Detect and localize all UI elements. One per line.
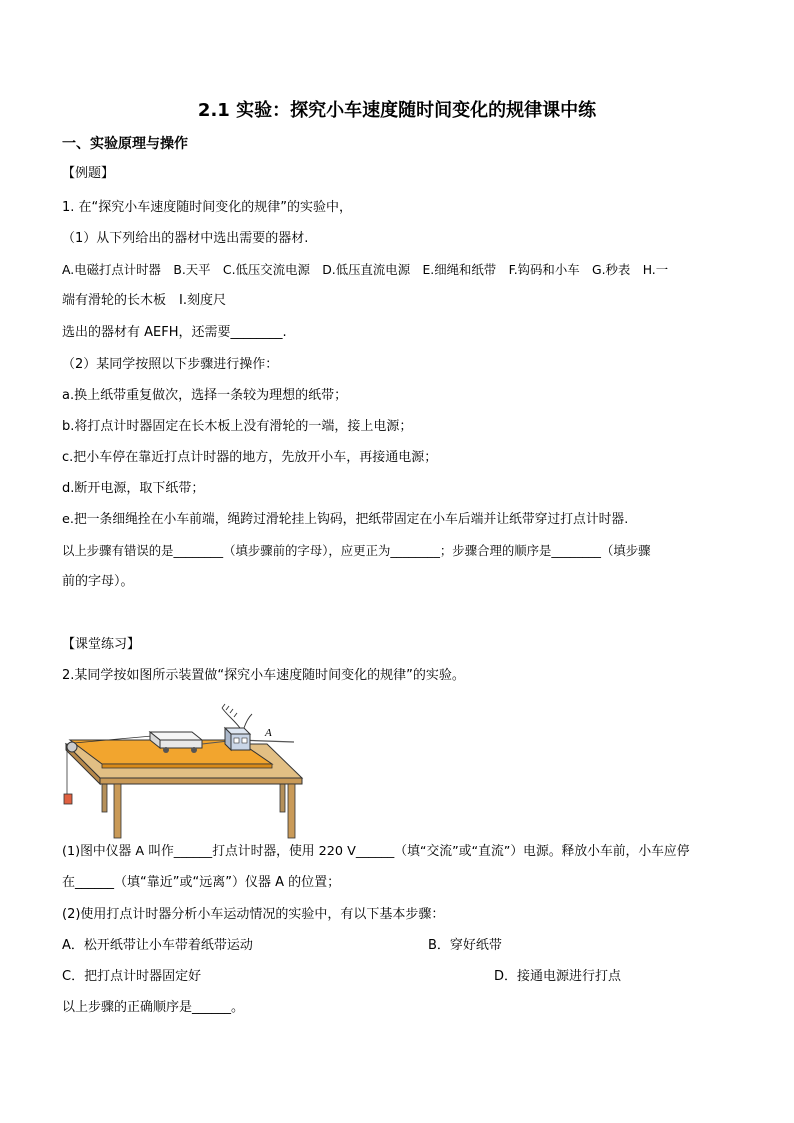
figure-label-a: A [265,727,272,739]
q2-option-b: B．穿好纸带 [428,938,502,953]
practice-tag: 【课堂练习】 [62,637,141,652]
q1-ask-line2: 前的字母）。 [62,574,134,589]
q1-step-e: e.把一条细绳拴在小车前端，绳跨过滑轮挂上钩码，把纸带固定在小车后端并让纸带穿过打点计时器. [62,512,629,527]
q2-option-a: A．松开纸带让小车带着纸带运动 [62,938,253,953]
q1-part2: （2）某同学按照以下步骤进行操作： [62,357,279,372]
q1-step-b: b.将打点计时器固定在长木板上没有滑轮的一端，接上电源； [62,419,413,434]
q2-part1-line2: 在______（填“靠近”或“远离”）仪器 A 的位置； [62,875,341,890]
q2-option-c: C．把打点计时器固定好 [62,969,202,984]
q2-ask: 以上步骤的正确顺序是______。 [62,1000,245,1015]
q1-stem: 1. 在“探究小车速度随时间变化的规律”的实验中， [62,200,353,215]
page-title: 2.1 实验：探究小车速度随时间变化的规律课中练 [197,100,597,121]
q1-ask-line1: 以上步骤有错误的是________（填步骤前的字母），应更正为________；步骤合理的顺序是________（填步骤 [62,543,651,558]
q2-stem: 2.某同学按如图所示装置做“探究小车速度随时间变化的规律”的实验。 [62,668,465,683]
section-heading: 一、实验原理与操作 [62,136,188,152]
q2-option-d: D．接通电源进行打点 [494,969,622,984]
example-tag: 【例题】 [62,166,115,181]
q1-part1: （1）从下列给出的器材中选出需要的器材. [62,231,309,246]
apparatus-figure [62,700,312,840]
q1-step-d: d.断开电源，取下纸带； [62,481,205,496]
q2-part2: (2)使用打点计时器分析小车运动情况的实验中，有以下基本步骤： [62,907,445,922]
q1-options-line2: 端有滑轮的长木板 I.刻度尺 [62,293,226,308]
q1-options-line1: A.电磁打点计时器 B.天平 C.低压交流电源 D.低压直流电源 E.细绳和纸带 F.钩码和小车 G.秒表 H.一 [62,262,669,277]
q1-selected: 选出的器材有 AEFH，还需要________. [62,325,287,340]
q1-step-a: a.换上纸带重复做次，选择一条较为理想的纸带； [62,388,348,403]
q2-part1-line1: (1)图中仪器 A 叫作______打点计时器，使用 220 V______（填“交流”或“直流”）电源。释放小车前，小车应停 [62,844,690,859]
q1-step-c: c.把小车停在靠近打点计时器的地方，先放开小车，再接通电源； [62,450,438,465]
